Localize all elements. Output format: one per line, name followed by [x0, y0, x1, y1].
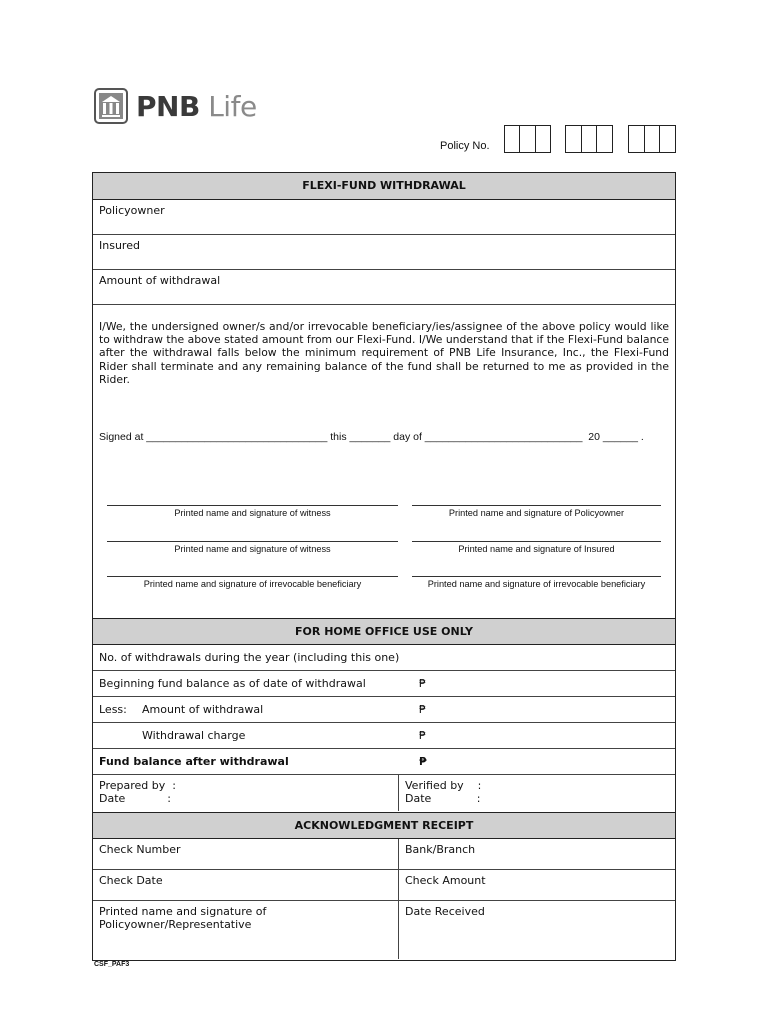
printed-name-field[interactable] [93, 901, 399, 959]
declaration-text: I/We, the undersigned owner/s and/or irrevocable beneficiary/ies/assignee of the above policy would like to withdraw the above stated amount from our Flexi-Fund. I/We understand that if the Flexi-Fund balance after the withdrawal falls below the minimum requirement of PNB Life Insurance, Inc., the Flexi-Fund Rider shall terminate and any remaining balance of the fund shall be returned to me as provided in the Rider. [99, 320, 669, 386]
withdrawal-charge-label: Withdrawal charge [142, 729, 246, 742]
verified-block[interactable] [399, 775, 675, 811]
printed-name-label-1: Printed name and signature of [99, 905, 267, 918]
form-code: CSF_PAF3 [94, 961, 130, 968]
beginning-balance-label: Beginning fund balance as of date of withdrawal [99, 677, 366, 690]
insured-field[interactable] [93, 235, 675, 270]
less-label: Less: [99, 703, 127, 716]
beneficiary-2-line[interactable] [412, 576, 661, 577]
home-office-title: FOR HOME OFFICE USE ONLY [93, 619, 675, 645]
check-date-label: Check Date [99, 874, 163, 887]
prepared-block[interactable] [93, 775, 399, 811]
peso-sign: ₱ [419, 729, 426, 742]
verified-by-label: Verified by : [405, 779, 482, 792]
fund-balance-label: Fund balance after withdrawal [99, 755, 289, 768]
witness-2-caption: Printed name and signature of witness [174, 544, 331, 554]
prepared-by-label: Prepared by : [99, 779, 176, 792]
amount-withdrawal-label: Amount of withdrawal [99, 274, 221, 287]
logo [94, 86, 257, 126]
policyowner-label: Policyowner [99, 204, 165, 217]
check-amount-label: Check Amount [405, 874, 486, 887]
insured-label: Insured [99, 239, 140, 252]
insured-sign-line[interactable] [412, 541, 661, 542]
peso-sign: ₱ [419, 703, 426, 716]
amount-withdrawal-row[interactable] [93, 697, 675, 723]
amount-withdrawal-field[interactable] [93, 270, 675, 305]
beginning-balance-row[interactable] [93, 671, 675, 697]
check-number-label: Check Number [99, 843, 181, 856]
brand-name [136, 90, 257, 123]
insured-sign-caption: Printed name and signature of Insured [458, 544, 615, 554]
receipt-section [92, 813, 676, 961]
policy-number-box-3[interactable] [628, 125, 676, 153]
witness-2-line[interactable] [107, 541, 398, 542]
printed-name-label-2: Policyowner/Representative [99, 918, 252, 931]
check-number-field[interactable] [93, 839, 399, 869]
policy-number-box-2[interactable] [565, 125, 613, 153]
peso-sign: ₱ [419, 755, 427, 768]
peso-sign: ₱ [419, 677, 426, 690]
withdrawals-count-label: No. of withdrawals during the year (including this one) [99, 651, 400, 664]
beneficiary-1-line[interactable] [107, 576, 398, 577]
receipt-row-3 [93, 901, 675, 959]
receipt-title: ACKNOWLEDGMENT RECEIPT [93, 813, 675, 839]
policyowner-sign-line[interactable] [412, 505, 661, 506]
pnb-building-icon [94, 88, 128, 124]
bank-branch-label: Bank/Branch [405, 843, 476, 856]
check-amount-field[interactable] [399, 870, 675, 900]
policyowner-sign-caption: Printed name and signature of Policyowner [448, 508, 625, 518]
beneficiary-1-caption: Printed name and signature of irrevocable beneficiary [143, 579, 362, 589]
check-date-field[interactable] [93, 870, 399, 900]
withdrawal-section [92, 172, 676, 619]
declaration-area [93, 305, 675, 618]
verified-date-label: Date : [405, 792, 481, 805]
receipt-row-2 [93, 870, 675, 901]
fund-balance-row[interactable] [93, 749, 675, 775]
date-received-label: Date Received [405, 905, 485, 918]
signed-at-line[interactable]: Signed at _______________________________ this _______ day of ___________________________ 20 ______ . [99, 431, 644, 443]
bank-branch-field[interactable] [399, 839, 675, 869]
policy-number-label: Policy No. [440, 140, 490, 152]
withdrawal-title: FLEXI-FUND WITHDRAWAL [93, 173, 675, 200]
witness-1-caption: Printed name and signature of witness [174, 508, 331, 518]
prepared-date-label: Date : [99, 792, 171, 805]
brand-primary: PNB [136, 89, 200, 123]
policyowner-field[interactable] [93, 200, 675, 235]
less-amount-label: Amount of withdrawal [142, 703, 264, 716]
witness-1-line[interactable] [107, 505, 398, 506]
receipt-row-1 [93, 839, 675, 870]
brand-secondary: Life [208, 89, 257, 123]
beneficiary-2-caption: Printed name and signature of irrevocable beneficiary [427, 579, 646, 589]
prepared-verified-row [93, 775, 675, 811]
withdrawals-count-row[interactable] [93, 645, 675, 671]
policy-number-box-1[interactable] [504, 125, 551, 153]
date-received-field[interactable] [399, 901, 675, 959]
withdrawal-charge-row[interactable] [93, 723, 675, 749]
home-office-section [92, 619, 676, 813]
